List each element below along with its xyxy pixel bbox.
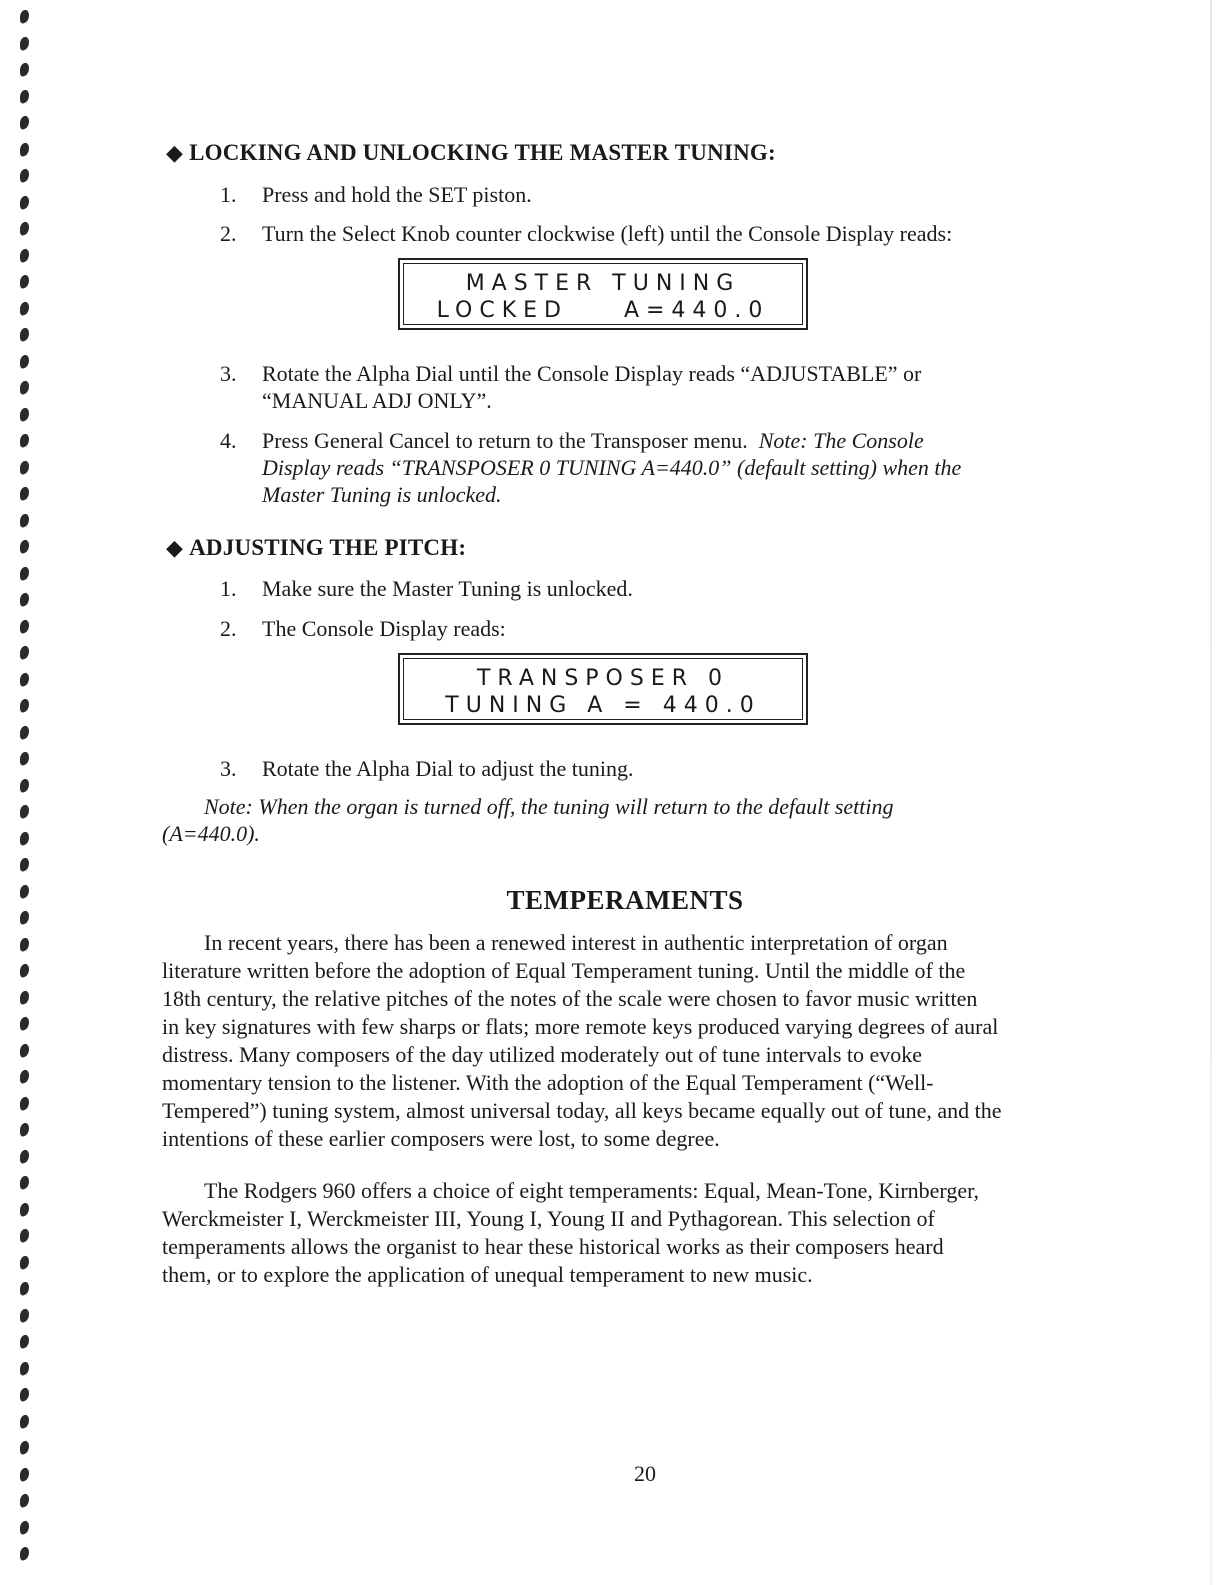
binding-hole-icon (20, 1281, 29, 1297)
binding-hole-icon (20, 1202, 29, 1218)
binding-hole-icon (20, 62, 29, 78)
binding-hole-icon (20, 539, 29, 555)
binding-hole-icon (20, 248, 29, 264)
display-line-1: TRANSPOSER 0 (476, 666, 730, 691)
binding-hole-icon (20, 513, 29, 529)
binding-hole-icon (20, 221, 29, 237)
note-text: Master Tuning is unlocked. (262, 482, 502, 507)
binding-hole-icon (20, 804, 29, 820)
binding-hole-icon (20, 195, 29, 211)
page-edge (1210, 0, 1212, 1585)
page-number: 20 (634, 1461, 656, 1486)
binding-hole-icon (20, 831, 29, 847)
console-display-transposer (398, 653, 808, 725)
step-number: 3. (220, 756, 237, 781)
section-heading-master-tuning (166, 140, 776, 166)
binding-hole-icon (20, 460, 29, 476)
binding-hole-icon (20, 1016, 29, 1032)
binding-hole-icon (20, 486, 29, 502)
binding-hole-icon (20, 1122, 29, 1138)
binding-hole-icon (20, 1361, 29, 1377)
step-text: The Console Display reads: (262, 616, 506, 641)
note-text: Note: When the organ is turned off, the tuning will return to the default setting (204, 794, 894, 819)
step-number: 2. (220, 221, 237, 246)
binding-hole-icon (20, 1228, 29, 1244)
binding-hole-icon (20, 380, 29, 396)
step-number: 1. (220, 576, 237, 601)
display-line-2: LOCKED A=440.0 (436, 298, 770, 323)
binding-hole-icon (20, 619, 29, 635)
step-number: 2. (220, 616, 237, 641)
note-text: Note: The Console (758, 428, 924, 453)
binding-hole-icon (20, 354, 29, 370)
paragraph-line: Werckmeister I, Werckmeister III, Young I, Young II and Pythagorean. This selection of (162, 1206, 935, 1231)
section-heading-adjusting-pitch (166, 535, 466, 561)
binding-hole-icon (20, 1096, 29, 1112)
step-text: Make sure the Master Tuning is unlocked. (262, 576, 633, 601)
paragraph-line: momentary tension to the listener. With the adoption of the Equal Temperament (“Well- (162, 1070, 934, 1095)
display-line-2: TUNING A = 440.0 (445, 693, 761, 718)
binding-hole-icon (20, 725, 29, 741)
binding-hole-icon (20, 407, 29, 423)
binding-hole-icon (20, 1149, 29, 1165)
step-number: 1. (220, 182, 237, 207)
paragraph-line: distress. Many composers of the day utilized moderately out of tune intervals to evoke (162, 1042, 923, 1067)
pitch-note (162, 793, 893, 847)
step-number: 4. (220, 428, 237, 453)
paragraph-line: In recent years, there has been a renewed interest in authentic interpretation of organ (204, 930, 948, 955)
step-text: Turn the Select Knob counter clockwise (left) until the Console Display reads: (262, 221, 953, 246)
paragraph-line: temperaments allows the organist to hear these historical works as their composers heard (162, 1234, 944, 1259)
binding-hole-icon (20, 592, 29, 608)
console-display-master-tuning (398, 258, 808, 330)
step-number: 3. (220, 361, 237, 386)
note-text: Display reads “TRANSPOSER 0 TUNING A=440.0” (default setting) when the (262, 455, 962, 480)
paragraph-line: intentions of these earlier composers were lost, to some degree. (162, 1126, 720, 1151)
step-text: Press General Cancel to return to the Transposer menu. (262, 428, 748, 453)
heading-text: ADJUSTING THE PITCH: (189, 535, 467, 560)
binding-hole-icon (20, 301, 29, 317)
paragraph-line: 18th century, the relative pitches of the notes of the scale were chosen to favor music written (162, 986, 978, 1011)
diamond-bullet-icon: ◆ (166, 535, 184, 560)
page-title: TEMPERAMENTS (506, 885, 744, 915)
binding-hole-icon (20, 566, 29, 582)
step-text: Rotate the Alpha Dial to adjust the tuning. (262, 756, 634, 781)
binding-hole-icon (20, 1387, 29, 1403)
display-line-1: MASTER TUNING (465, 271, 741, 296)
binding-hole-icon (20, 1440, 29, 1456)
binding-hole-icon (20, 115, 29, 131)
diamond-bullet-icon: ◆ (166, 140, 184, 165)
binding-hole-icon (20, 1043, 29, 1059)
binding-hole-icon (20, 937, 29, 953)
binding-hole-icon (20, 9, 29, 25)
binding-hole-icon (20, 1255, 29, 1271)
binding-hole-icon (20, 142, 29, 158)
paragraph-line: literature written before the adoption of Equal Temperament tuning. Until the middle of the (162, 958, 966, 983)
binding-hole-icon (20, 1493, 29, 1509)
heading-text: LOCKING AND UNLOCKING THE MASTER TUNING: (189, 140, 776, 165)
binding-hole-icon (20, 1069, 29, 1085)
binding-hole-icon (20, 1308, 29, 1324)
note-text: (A=440.0). (162, 821, 260, 846)
spiral-binding (0, 0, 60, 1585)
binding-hole-icon (20, 1546, 29, 1562)
binding-hole-icon (20, 168, 29, 184)
paragraph-intro (162, 929, 1002, 1153)
binding-hole-icon (20, 857, 29, 873)
binding-hole-icon (20, 327, 29, 343)
paragraph-line: The Rodgers 960 offers a choice of eight temperaments: Equal, Mean-Tone, Kirnberger, (204, 1178, 980, 1203)
binding-hole-icon (20, 645, 29, 661)
binding-hole-icon (20, 963, 29, 979)
step-text: “MANUAL ADJ ONLY”. (262, 388, 492, 413)
paragraph-line: them, or to explore the application of unequal temperament to new music. (162, 1262, 813, 1287)
binding-hole-icon (20, 698, 29, 714)
step-text: Press and hold the SET piston. (262, 182, 532, 207)
binding-hole-icon (20, 89, 29, 105)
binding-hole-icon (20, 1520, 29, 1536)
paragraph-line: in key signatures with few sharps or flats; more remote keys produced varying degrees of aural (162, 1014, 999, 1039)
binding-hole-icon (20, 990, 29, 1006)
paragraph-rodgers (162, 1177, 979, 1289)
binding-hole-icon (20, 778, 29, 794)
binding-hole-icon (20, 36, 29, 52)
binding-hole-icon (20, 1414, 29, 1430)
binding-hole-icon (20, 274, 29, 290)
binding-hole-icon (20, 672, 29, 688)
binding-hole-icon (20, 433, 29, 449)
binding-hole-icon (20, 751, 29, 767)
binding-hole-icon (20, 1175, 29, 1191)
step-text: Rotate the Alpha Dial until the Console Display reads “ADJUSTABLE” or (262, 361, 922, 386)
binding-hole-icon (20, 1334, 29, 1350)
paragraph-line: Tempered”) tuning system, almost universal today, all keys became equally out of tune, and the (162, 1098, 1002, 1123)
